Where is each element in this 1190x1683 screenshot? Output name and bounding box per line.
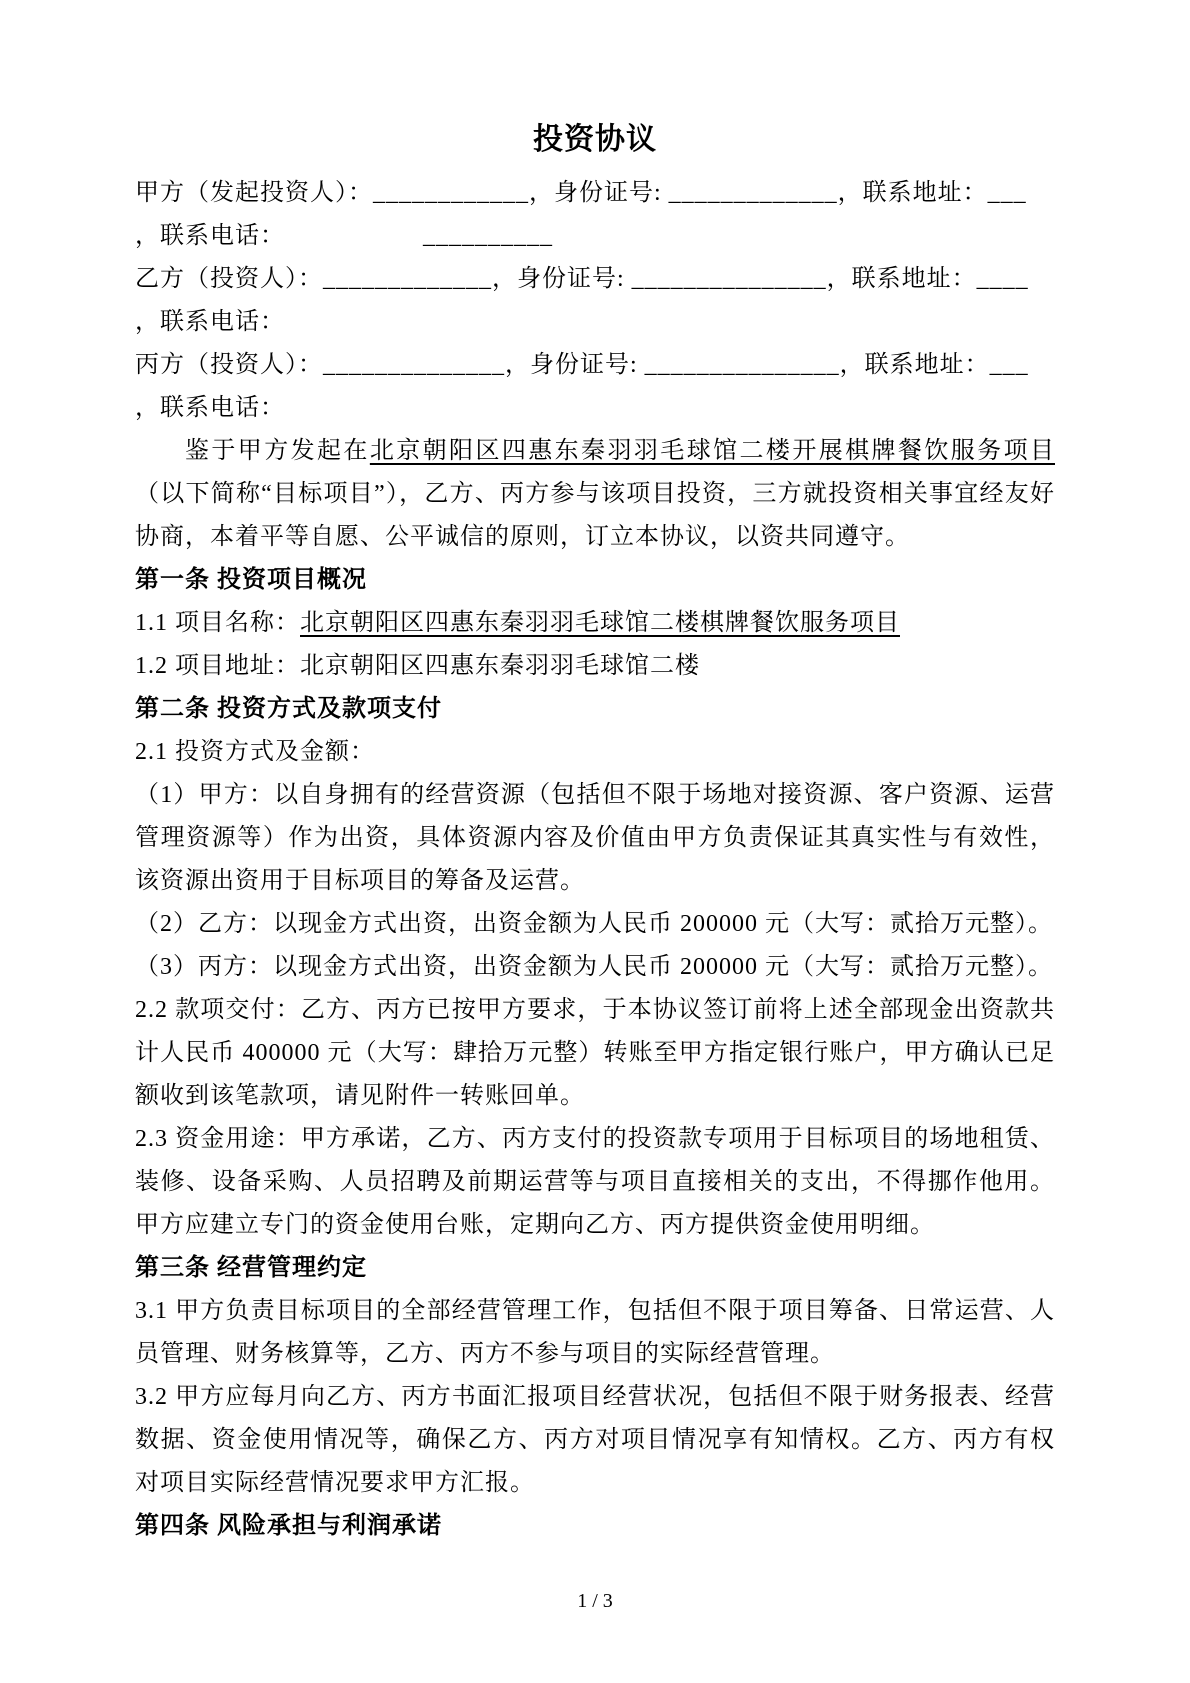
- party-jia-id-blank: _____________: [668, 180, 838, 206]
- party-jia-phone-gap: [273, 223, 423, 249]
- clause-1-1-project-name-underlined: 北京朝阳区四惠东秦羽羽毛球馆二楼棋牌餐饮服务项目: [300, 610, 900, 636]
- party-bing-addr-blank: ___: [989, 352, 1029, 378]
- clause-1-2: 1.2 项目地址：北京朝阳区四惠东秦羽羽毛球馆二楼: [135, 653, 700, 679]
- doc-title: 投资协议: [533, 123, 657, 156]
- section-3-heading: 第三条 经营管理约定: [135, 1255, 367, 1281]
- preamble-rest: （以下简称“目标项目”），乙方、丙方参与该项目投资，三方就投资相关事宜经友好协商，本着平等自愿、公平诚信的原则，订立本协议，以资共同遵守。: [135, 481, 1055, 550]
- party-yi-id-blank: _______________: [631, 266, 827, 292]
- preamble-paragraph: [135, 430, 1055, 559]
- party-jia-line: [135, 172, 1055, 215]
- party-bing-id-label: ，身份证号:: [505, 352, 645, 378]
- party-yi-line: [135, 258, 1055, 301]
- party-jia-phone-line: [135, 215, 1055, 258]
- party-jia-phone-blank: __________: [423, 223, 553, 249]
- clause-2-1-item-3: （3）丙方：以现金方式出资，出资金额为人民币 200000 元（大写：贰拾万元整）。: [135, 954, 1053, 980]
- party-jia-id-label: ，身份证号:: [529, 180, 669, 206]
- party-bing-line: [135, 344, 1055, 387]
- party-yi-addr-blank: ____: [976, 266, 1029, 292]
- preamble-lead: 鉴于甲方发起在: [185, 438, 370, 464]
- party-bing-id-blank: _______________: [644, 352, 840, 378]
- party-bing-phone-label: ，联系电话：: [135, 395, 285, 421]
- party-jia-addr-blank: ___: [987, 180, 1027, 206]
- party-jia-label: 甲方（发起投资人）：: [135, 180, 373, 206]
- party-jia-phone-label: ，联系电话：: [135, 223, 273, 249]
- party-bing-addr-label: ，联系地址：: [839, 352, 990, 378]
- party-jia-name-blank: ____________: [373, 180, 529, 206]
- clause-3-1: 3.1 甲方负责目标项目的全部经营管理工作，包括但不限于项目筹备、日常运营、人员管理、财务核算等，乙方、丙方不参与项目的实际经营管理。: [135, 1298, 1055, 1367]
- preamble-project-name-underlined: 北京朝阳区四惠东秦羽羽毛球馆二楼开展棋牌餐饮服务项目: [369, 438, 1055, 464]
- party-yi-addr-label: ，联系地址：: [826, 266, 977, 292]
- party-bing-label: 丙方（投资人）：: [135, 352, 323, 378]
- party-yi-name-blank: _____________: [323, 266, 492, 292]
- clause-2-2: 2.2 款项交付：乙方、丙方已按甲方要求，于本协议签订前将上述全部现金出资款共计人民币 400000 元（大写：肆拾万元整）转账至甲方指定银行账户，甲方确认已足额收到该笔款项，请见附件一转账回单。: [135, 997, 1055, 1109]
- party-yi-label: 乙方（投资人）：: [135, 266, 323, 292]
- page-number: 1 / 3: [577, 1590, 613, 1612]
- clause-1-1: [135, 602, 1055, 645]
- party-bing-phone-line: [135, 387, 1055, 430]
- section-2-heading: 第二条 投资方式及款项支付: [135, 696, 442, 722]
- clause-2-1: 2.1 投资方式及金额：: [135, 739, 375, 765]
- party-jia-addr-label: ，联系地址：: [837, 180, 988, 206]
- party-yi-phone-label: ，联系电话：: [135, 309, 285, 335]
- clause-1-1-label: 1.1 项目名称：: [135, 610, 300, 636]
- party-yi-id-label: ，身份证号:: [492, 266, 632, 292]
- document-content: [135, 0, 1055, 1623]
- section-4-heading: 第四条 风险承担与利润承诺: [135, 1513, 442, 1539]
- section-1-heading: 第一条 投资项目概况: [135, 567, 367, 593]
- party-bing-name-blank: ______________: [323, 352, 505, 378]
- party-yi-phone-line: [135, 301, 1055, 344]
- clause-2-3: 2.3 资金用途：甲方承诺，乙方、丙方支付的投资款专项用于目标项目的场地租赁、装修、设备采购、人员招聘及前期运营等与项目直接相关的支出，不得挪作他用。甲方应建立专门的资金使用台账，定期向乙方、丙方提供资金使用明细。: [135, 1126, 1055, 1238]
- clause-2-1-item-1: （1）甲方：以自身拥有的经营资源（包括但不限于场地对接资源、客户资源、运营管理资源等）作为出资，具体资源内容及价值由甲方负责保证其真实性与有效性，该资源出资用于目标项目的筹备及运营。: [135, 782, 1055, 894]
- clause-3-2: 3.2 甲方应每月向乙方、丙方书面汇报项目经营状况，包括但不限于财务报表、经营数据、资金使用情况等，确保乙方、丙方对项目情况享有知情权。乙方、丙方有权对项目实际经营情况要求甲方汇报。: [135, 1384, 1055, 1496]
- clause-2-1-item-2: （2）乙方：以现金方式出资，出资金额为人民币 200000 元（大写：贰拾万元整）。: [135, 911, 1053, 937]
